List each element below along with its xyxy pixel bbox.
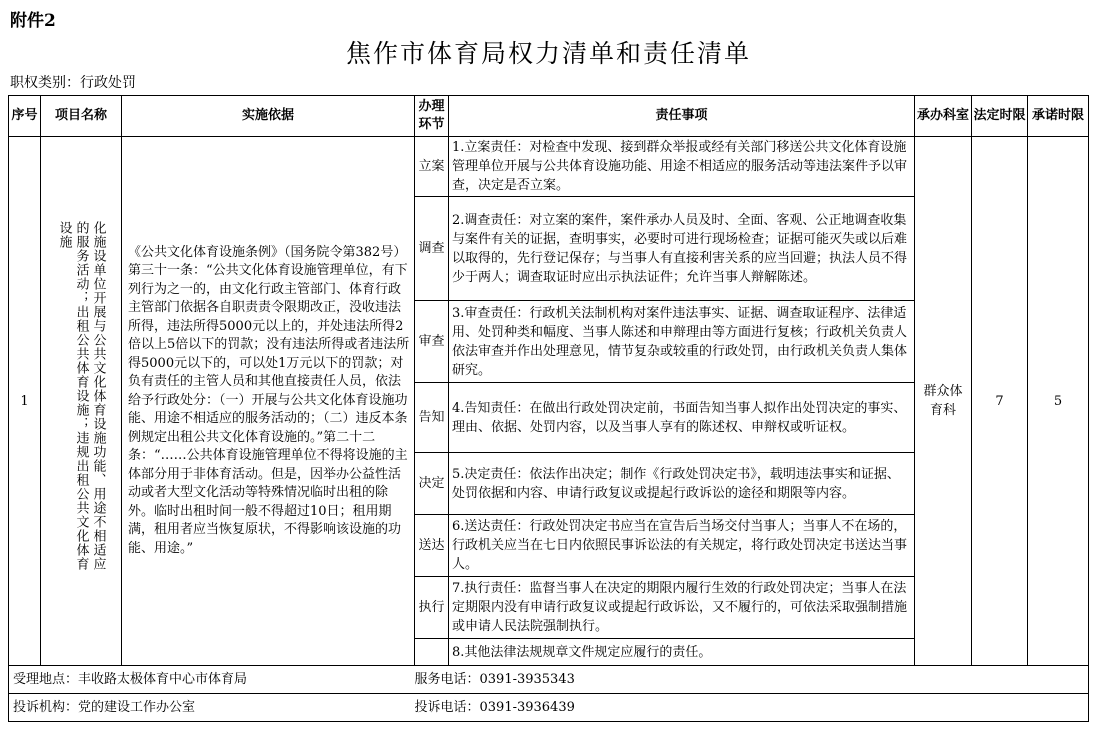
duty-cell: 6.送达责任：行政处罚决定书应当在宣告后当场交付当事人；当事人不在场的，行政机关应当在七日内依照民事诉讼法的有关规定，将行政处罚决定书送达当事人。: [449, 515, 915, 577]
seq-cell: 1: [9, 137, 41, 666]
header-row: [9, 96, 1089, 137]
stage-cell: 送达: [415, 515, 449, 577]
responsibility-table: [8, 95, 1089, 722]
duty-cell: 7.执行责任：监督当事人在决定的期限内履行生效的行政处罚决定；当事人在法定期限内没有申请行政复议或提起行政诉讼，又不履行的，可依法采取强制措施或申请人民法院强制执行。: [449, 577, 915, 639]
duty-cell: 4.告知责任：在做出行政处罚决定前，书面告知当事人拟作出处罚决定的事实、理由、依据、处罚内容，以及当事人享有的陈述权、申辩权或听证权。: [449, 383, 915, 453]
stage-cell: 告知: [415, 383, 449, 453]
header-project: 项目名称: [41, 96, 122, 137]
footer-row: [9, 666, 1089, 694]
promised-limit-cell: 5: [1028, 137, 1089, 666]
header-stage: 办理环节: [415, 96, 449, 137]
header-seq: 序号: [9, 96, 41, 137]
footer-row: [9, 694, 1089, 722]
stage-cell: [415, 639, 449, 666]
page-title: 焦作市体育局权力清单和责任清单: [345, 39, 751, 68]
stage-cell: 立案: [415, 137, 449, 197]
complaint-phone: 投诉电话：0391-3936439: [415, 694, 1089, 722]
duty-cell: 8.其他法律法规规章文件规定应履行的责任。: [449, 639, 915, 666]
header-duty: 责任事项: [449, 96, 915, 137]
stage-cell: 审查: [415, 301, 449, 383]
project-name: 化施设单位开展与公共文化体育设施功能、用途不相适应的服务活动；出租公共体育设施；违规出租公共文化体育设施: [56, 221, 106, 571]
accept-place: 受理地点：丰收路太极体育中心市体育局: [9, 666, 415, 694]
table-row: [9, 137, 1089, 197]
header-office: 承办科室: [915, 96, 972, 137]
legal-limit-cell: 7: [972, 137, 1028, 666]
duty-cell: 2.调查责任：对立案的案件，案件承办人员及时、全面、客观、公正地调查收集与案件有关的证据，查明事实，必要时可进行现场检查；证据可能灭失或以后难以取得的，先行登记保存；与当事人有直接利害关系的应当回避；执法人员不得少于两人；调查取证时应出示执法证件；允许当事人辩解陈述。: [449, 197, 915, 301]
header-basis: 实施依据: [122, 96, 415, 137]
header-promised-limit: 承诺时限: [1028, 96, 1089, 137]
stage-cell: 决定: [415, 453, 449, 515]
service-phone: 服务电话：0391-3935343: [415, 666, 1089, 694]
category-label: 职权类别：行政处罚: [10, 75, 136, 91]
project-cell: [41, 137, 122, 666]
duty-cell: 1.立案责任：对检查中发现、接到群众举报或经有关部门移送公共文化体育设施管理单位开展与公共体育设施功能、用途不相适应的服务活动等违法案件予以审查，决定是否立案。: [449, 137, 915, 197]
duty-cell: 5.决定责任：依法作出决定；制作《行政处罚决定书》，载明违法事实和证据、处罚依据和内容、申请行政复议或提起行政诉讼的途径和期限等内容。: [449, 453, 915, 515]
stage-cell: 调查: [415, 197, 449, 301]
office-cell: 群众体育科: [915, 137, 972, 666]
header-legal-limit: 法定时限: [972, 96, 1028, 137]
basis-cell: 《公共文化体育设施条例》（国务院令第382号）第三十一条：“公共文化体育设施管理单位，有下列行为之一的，由文化行政主管部门、体育行政主管部门依据各自职责责令限期改正，没收违法所得，违法所得5000元以上的，并处违法所得2倍以上5倍以下的罚款；没有违法所得或者违法所得5000元以下的，可以处1万元以下的罚款；对负有责任的主管人员和其他直接责任人员，依法给予行政处分：（一）开展与公共文化体育设施功能、用途不相适应的服务活动的；（二）违反本条例规定出租公共文化体育设施的。”第二十二条：“……公共体育设施管理单位不得将设施的主体部分用于非体育活动。但是，因举办公益性活动或者大型文化活动等特殊情况临时出租的除外。临时出租时间一般不得超过10日；租用期满，租用者应当恢复原状，不得影响该设施的功能、用途。”: [122, 137, 415, 666]
stage-cell: 执行: [415, 577, 449, 639]
attachment-label: 附件2: [10, 11, 56, 31]
duty-cell: 3.审查责任：行政机关法制机构对案件违法事实、证据、调查取证程序、法律适用、处罚种类和幅度、当事人陈述和申辩理由等方面进行复核；行政机关负责人依法审查并作出处理意见，情节复杂或较重的行政处罚，由行政机关负责人集体研究。: [449, 301, 915, 383]
complaint-org: 投诉机构：党的建设工作办公室: [9, 694, 415, 722]
